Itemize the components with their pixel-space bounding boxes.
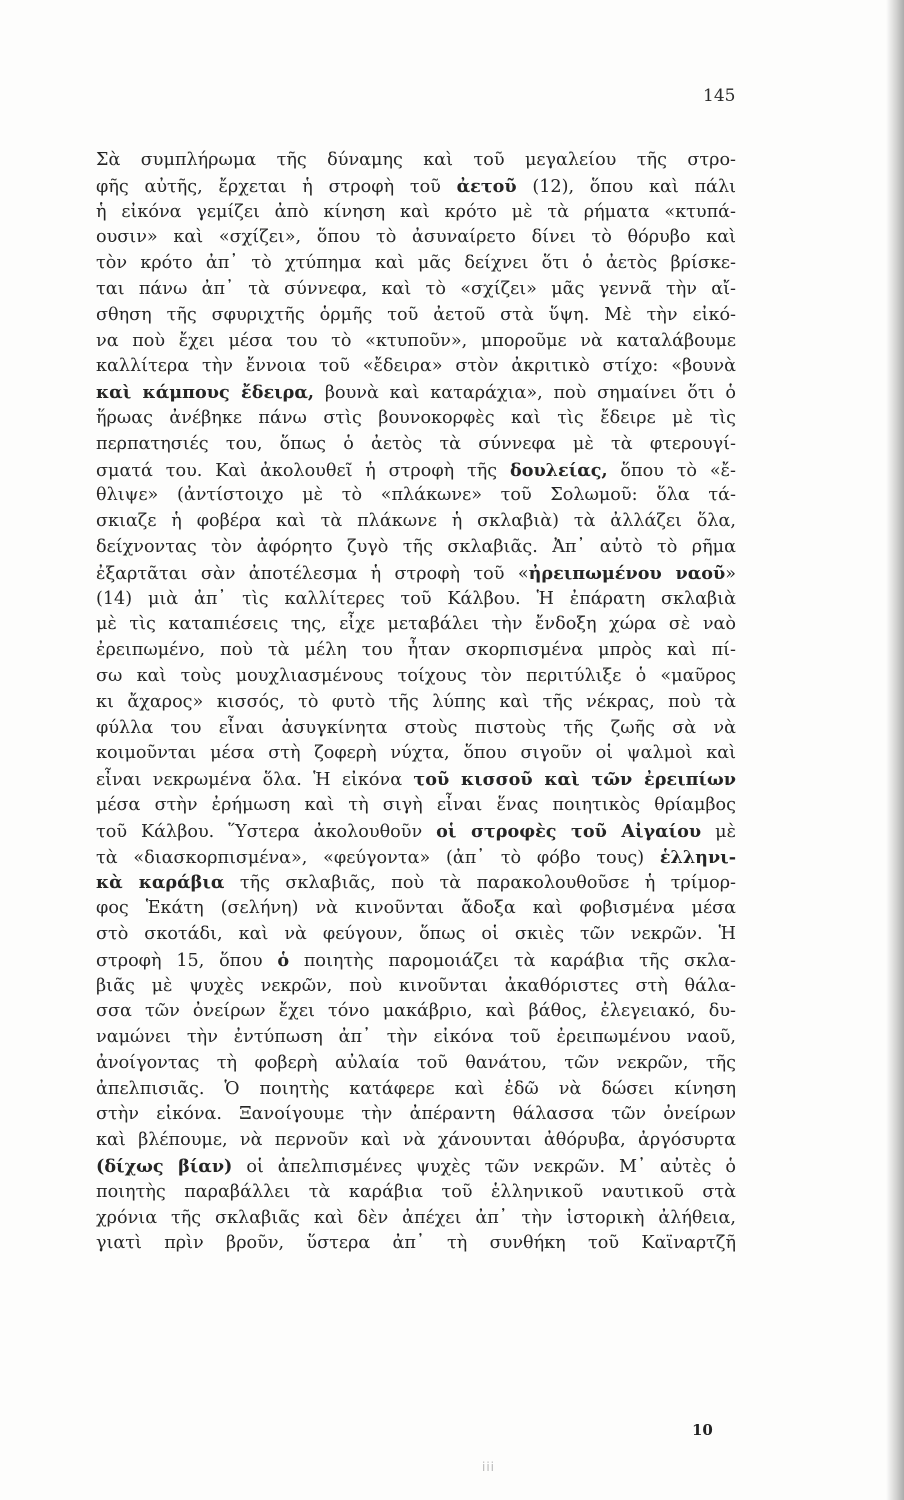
- text-line: [96, 1077, 736, 1103]
- bold-text-segment: κὰ καράβια: [96, 872, 225, 894]
- text-segment: σθηση τῆς σφυριχτῆς ὁρμῆς τοῦ ἀετοῦ στὰ ὕψη. Μὲ τὴν εἰκό-: [96, 304, 736, 325]
- text-line: [96, 200, 736, 226]
- bottom-mark: iii: [482, 1460, 496, 1474]
- text-segment: »: [725, 563, 736, 584]
- text-line: [96, 1154, 736, 1180]
- text-line: [96, 1231, 736, 1257]
- text-segment: βιᾶς μὲ ψυχὲς νεκρῶν, ποὺ κινοῦνται ἀκαθόριστες στὴ θάλα-: [96, 975, 736, 996]
- text-line: [96, 174, 736, 200]
- text-segment: σκιαζε ἡ φοβέρα καὶ τὰ πλάκωνε ἡ σκλαβιὰ) τὰ ἀλλάζει ὅλα,: [96, 511, 736, 532]
- text-line: [96, 716, 736, 742]
- text-line: [96, 896, 736, 922]
- text-segment: σω καὶ τοὺς μουχλιασμένους τοίχους τὸν περιτύλιξε ὁ «μαῦρος: [96, 665, 736, 686]
- text-segment: ἥρωας ἀνέβηκε πάνω στὶς βουνοκορφὲς καὶ τὶς ἔδειρε μὲ τὶς: [96, 407, 736, 428]
- text-segment: χρόνια τῆς σκλαβιᾶς καὶ δὲν ἀπέχει ἀπ᾽ τὴν ἱστορικὴ ἀλήθεια,: [96, 1207, 736, 1228]
- text-line: [96, 509, 736, 535]
- bold-text-segment: δουλείας,: [509, 459, 608, 481]
- text-line: [96, 974, 736, 1000]
- text-line: [96, 1206, 736, 1232]
- text-line: [96, 329, 736, 355]
- text-line: [96, 1102, 736, 1128]
- text-segment: κι ἄχαρος» κισσός, τὸ φυτὸ τῆς λύπης καὶ τῆς νέκρας, ποὺ τὰ: [96, 691, 736, 712]
- text-line: [96, 380, 736, 406]
- text-segment: στὸ σκοτάδι, καὶ νὰ φεύγουν, ὅπως οἱ σκιὲς τῶν νεκρῶν. Ἡ: [96, 923, 736, 944]
- text-segment: ποιητὴς παρομοιάζει τὰ καράβια τῆς σκλα-: [289, 950, 736, 971]
- text-line: [96, 999, 736, 1025]
- page-number: 145: [703, 86, 736, 106]
- text-line: [96, 225, 736, 251]
- text-line: [96, 767, 736, 793]
- text-segment: στὴν εἰκόνα. Ξανοίγουμε τὴν ἀπέραντη θάλασσα τῶν ὀνείρων: [96, 1104, 736, 1125]
- bold-text-segment: ἀετοῦ: [456, 175, 517, 197]
- text-segment: μὲ τὶς καταπιέσεις της, εἶχε μεταβάλει τὴν ἔνδοξη χώρα σὲ ναὸ: [96, 614, 736, 635]
- bold-text-segment: ἠρειπωμένου ναοῦ: [528, 562, 726, 584]
- text-line: [96, 406, 736, 432]
- signature-mark: 10: [692, 1421, 713, 1439]
- body-text: [96, 148, 736, 1257]
- text-segment: φῆς αὐτῆς, ἔρχεται ἡ στροφὴ τοῦ: [96, 176, 457, 197]
- text-segment: θλιψε» (ἀντίστοιχο μὲ τὸ «πλάκωνε» τοῦ Σολωμοῦ: ὅλα τά-: [96, 485, 736, 506]
- text-segment: ποιητὴς παραβάλλει τὰ καράβια τοῦ ἑλληνικοῦ ναυτικοῦ στὰ: [96, 1181, 736, 1202]
- text-line: [96, 354, 736, 380]
- text-segment: ἐξαρτᾶται σὰν ἀποτέλεσμα ἡ στροφὴ τοῦ «: [96, 563, 529, 584]
- text-line: [96, 612, 736, 638]
- text-segment: Σὰ συμπλήρωμα τῆς δύναμης καὶ τοῦ μεγαλείου τῆς στρο-: [96, 150, 736, 170]
- text-segment: (14) μιὰ ἀπ᾽ τὶς καλλίτερες τοῦ Κάλβου. Ἡ ἐπάρατη σκλαβιὰ: [96, 588, 736, 609]
- text-segment: ἀνοίγοντας τὴ φοβερὴ αὐλαία τοῦ θανάτου, τῶν νεκρῶν, τῆς: [96, 1052, 736, 1073]
- text-segment: να ποὺ ἔχει μέσα του τὸ «κτυποῦν», μποροῦμε νὰ καταλάβουμε: [96, 330, 736, 351]
- text-line: [96, 819, 736, 845]
- text-segment: ἐρειπωμένο, ποὺ τὰ μέλη του ἦταν σκορπισμένα μπρὸς καὶ πί-: [96, 640, 736, 661]
- text-segment: τὰ «διασκορπισμένα», «φεύγοντα» (ἀπ᾽ τὸ φόβο τους): [96, 847, 660, 868]
- text-segment: ται πάνω ἀπ᾽ τὰ σύννεφα, καὶ τὸ «σχίζει» μᾶς γεννᾶ τὴν αἴ-: [96, 278, 736, 299]
- bold-text-segment: ἑλληνι-: [659, 846, 736, 868]
- text-segment: ὅπου τὸ «ἔ-: [607, 460, 736, 481]
- text-line: [96, 690, 736, 716]
- text-line: [96, 1051, 736, 1077]
- text-line: [96, 870, 736, 896]
- text-segment: ουσιν» καὶ «σχίζει», ὅπου τὸ ἀσυναίρετο δίνει τὸ θόρυβο καὶ: [96, 227, 736, 248]
- bold-text-segment: οἱ στροφὲς τοῦ Αἰγαίου: [436, 820, 702, 842]
- text-segment: καλλίτερα τὴν ἔννοια τοῦ «ἔδειρα» στὸν ἀκριτικὸ στίχο: «βουνὰ: [96, 356, 736, 377]
- text-segment: (12), ὅπου καὶ πάλι: [516, 176, 736, 197]
- text-segment: τὸν κρότο ἀπ᾽ τὸ χτύπημα καὶ μᾶς δείχνει ὅτι ὁ ἀετὸς βρίσκε-: [96, 253, 736, 274]
- bold-text-segment: ὁ: [277, 949, 290, 971]
- text-line: [96, 948, 736, 974]
- text-line: [96, 922, 736, 948]
- text-line: [96, 303, 736, 329]
- text-segment: τῆς σκλαβιᾶς, ποὺ τὰ παρακολουθοῦσε ἡ τρίμορ-: [224, 873, 736, 894]
- text-segment: ναμώνει τὴν ἐντύπωση ἀπ᾽ τὴν εἰκόνα τοῦ ἐρειπωμένου ναοῦ,: [96, 1027, 736, 1048]
- text-line: [96, 483, 736, 509]
- text-segment: μὲ: [701, 821, 737, 842]
- text-line: [96, 535, 736, 561]
- text-segment: ἀπελπισιᾶς. Ὁ ποιητὴς κατάφερε καὶ ἐδῶ νὰ δώσει κίνηση: [96, 1078, 736, 1099]
- text-line: [96, 561, 736, 587]
- text-line: [96, 251, 736, 277]
- text-segment: κοιμοῦνται μέσα στὴ ζοφερὴ νύχτα, ὅπου σιγοῦν οἱ ψαλμοὶ καὶ: [96, 743, 736, 764]
- bold-text-segment: τοῦ κισσοῦ καὶ τῶν ἐρειπίων: [413, 769, 736, 791]
- text-segment: σσα τῶν ὀνείρων ἔχει τόνο μακάβριο, καὶ βάθος, ἐλεγειακό, δυ-: [96, 1001, 736, 1022]
- text-line: [96, 638, 736, 664]
- text-line: [96, 793, 736, 819]
- text-line: [96, 741, 736, 767]
- text-segment: φος Ἑκάτη (σελήνη) νὰ κινοῦνται ἄδοξα καὶ φοβισμένα μέσα: [96, 898, 736, 919]
- text-line: [96, 1025, 736, 1051]
- text-line: [96, 1180, 736, 1206]
- text-segment: βουνὰ καὶ καταράχια», ποὺ σημαίνει ὅτι ὁ: [314, 383, 736, 404]
- text-line: [96, 148, 736, 174]
- text-segment: δείχνοντας τὸν ἀφόρητο ζυγὸ τῆς σκλαβιᾶς. Ἀπ᾽ αὐτὸ τὸ ρῆμα: [96, 536, 736, 557]
- text-segment: φύλλα του εἶναι ἀσυγκίνητα στοὺς πιστοὺς τῆς ζωῆς σὰ νὰ: [96, 717, 736, 738]
- text-segment: περπατησιές του, ὅπως ὁ ἀετὸς τὰ σύννεφα μὲ τὰ φτερουγί-: [96, 433, 736, 454]
- text-segment: εἶναι νεκρωμένα ὅλα. Ἡ εἰκόνα: [96, 770, 414, 791]
- text-segment: ἡ εἰκόνα γεμίζει ἀπὸ κίνηση καὶ κρότο μὲ τὰ ρήματα «κτυπά-: [96, 201, 736, 222]
- bold-text-segment: (δίχως βίαν): [96, 1156, 233, 1178]
- text-segment: σματά του. Καὶ ἀκολουθεῖ ἡ στροφὴ τῆς: [96, 460, 510, 481]
- text-segment: γιατὶ πρὶν βροῦν, ὕστερα ἀπ᾽ τὴ συνθήκη τοῦ Καϊναρτζῆ: [96, 1233, 736, 1254]
- text-segment: οἱ ἀπελπισμένες ψυχὲς τῶν νεκρῶν. Μ᾽ αὐτὲς ὁ: [232, 1157, 736, 1178]
- text-segment: καὶ βλέπουμε, νὰ περνοῦν καὶ νὰ χάνουνται ἀθόρυβα, ἀργόσυρτα: [96, 1130, 736, 1151]
- bold-text-segment: καὶ κάμπους: [96, 382, 242, 404]
- text-line: [96, 432, 736, 458]
- text-line: [96, 845, 736, 871]
- page-edge-shadow: [886, 0, 904, 1500]
- text-segment: στροφὴ 15, ὅπου: [96, 950, 278, 971]
- text-segment: τοῦ Κάλβου. Ὕστερα ἀκολουθοῦν: [96, 821, 437, 842]
- text-line: [96, 664, 736, 690]
- text-segment: μέσα στὴν ἐρήμωση καὶ τὴ σιγὴ εἶναι ἕνας ποιητικὸς θρίαμβος: [96, 794, 736, 815]
- text-line: [96, 277, 736, 303]
- text-line: [96, 1128, 736, 1154]
- bold-text-segment: ἔδειρα,: [241, 382, 315, 404]
- text-line: [96, 458, 736, 484]
- text-line: [96, 587, 736, 613]
